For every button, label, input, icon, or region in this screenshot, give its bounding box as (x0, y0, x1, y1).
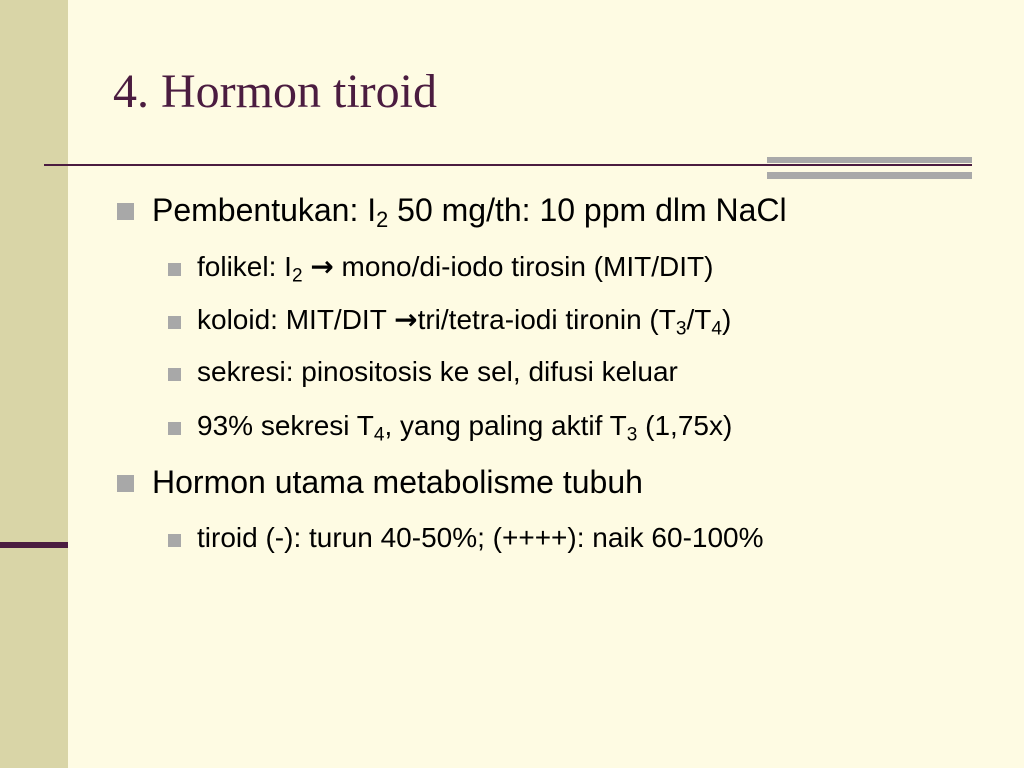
right-arrow-icon: → (394, 303, 418, 336)
square-bullet-icon (168, 316, 181, 329)
sub-bullet-sekresi (168, 355, 678, 389)
bullet-text: sekresi: pinositosis ke sel, difusi keluar (197, 356, 678, 387)
square-bullet-icon (168, 534, 181, 547)
sub-bullet-tiroid (168, 521, 764, 555)
right-arrow-icon: → (310, 250, 334, 283)
bullet-text: Hormon utama metabolisme tubuh (152, 464, 643, 500)
sub-bullet-koloid (168, 303, 732, 340)
bullet-hormon-utama (117, 462, 643, 502)
square-bullet-icon (117, 203, 134, 220)
sub-bullet-93-persen (168, 409, 733, 446)
square-bullet-icon (168, 422, 181, 435)
slide-title: 4. Hormon tiroid (113, 65, 437, 118)
square-bullet-icon (117, 475, 134, 492)
bullet-text: tiroid (-): turun 40-50%; (++++): naik 60-100% (197, 522, 764, 553)
bullet-pembentukan (117, 190, 787, 233)
bullet-text: Pembentukan: $I_2$ 50 mg/th: 10 ppm dlm NaCl (152, 192, 787, 233)
square-bullet-icon (168, 263, 181, 276)
bullet-text: 93% sekresi $T_4$, yang paling aktif $T_3$ (1,75x) (197, 410, 733, 446)
bullet-text: folikel: $I_2$ → mono/di-iodo tirosin (MIT/DIT) (197, 250, 714, 287)
sub-bullet-folikel (168, 250, 714, 287)
bullet-text: koloid: MIT/DIT →tri/tetra-iodi tironin $(T_3/T_4)$ (197, 303, 732, 340)
square-bullet-icon (168, 368, 181, 381)
